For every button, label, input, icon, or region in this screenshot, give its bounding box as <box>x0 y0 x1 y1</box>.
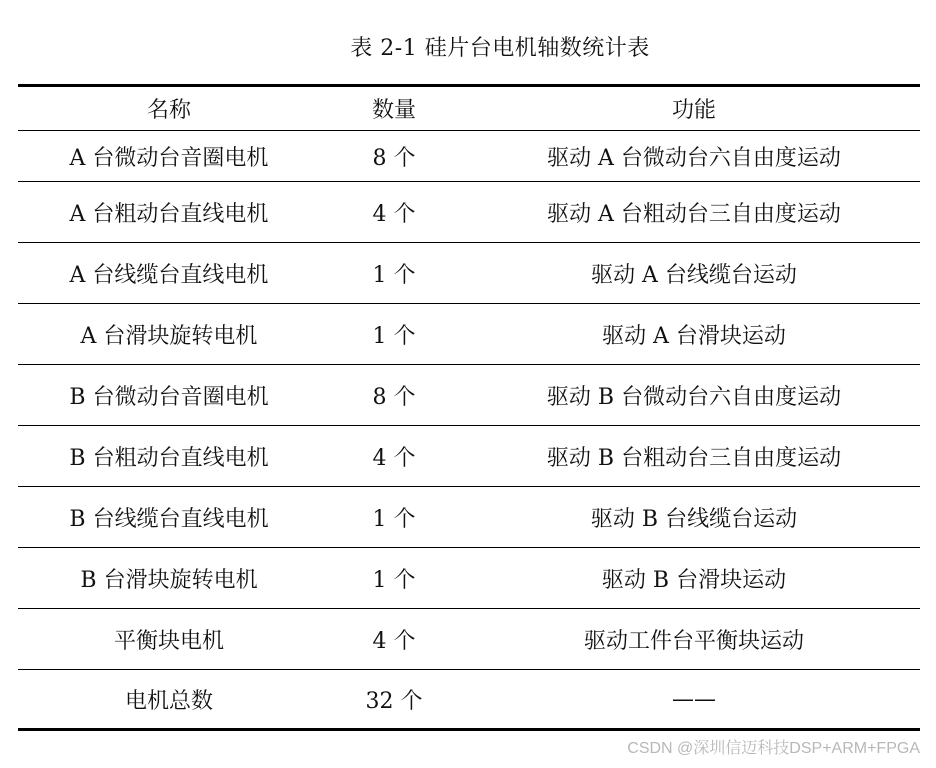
csdn-watermark: CSDN @深圳信迈科技DSP+ARM+FPGA <box>627 740 920 757</box>
cell-quantity: 4 个 <box>320 609 468 670</box>
cell-name: 电机总数 <box>18 670 320 730</box>
table-caption: 表 2-1 硅片台电机轴数统计表 <box>350 36 650 61</box>
table-row <box>18 304 920 365</box>
cell-name: B 台线缆台直线电机 <box>18 487 320 548</box>
cell-function: 驱动 A 台线缆台运动 <box>468 243 920 304</box>
cell-quantity: 1 个 <box>320 304 468 365</box>
cell-quantity: 1 个 <box>320 548 468 609</box>
cell-name: B 台微动台音圈电机 <box>18 365 320 426</box>
cell-name: 平衡块电机 <box>18 609 320 670</box>
table-row <box>18 487 920 548</box>
table-header-row <box>18 86 920 131</box>
cell-name: B 台粗动台直线电机 <box>18 426 320 487</box>
cell-quantity: 8 个 <box>320 365 468 426</box>
cell-name: A 台微动台音圈电机 <box>18 131 320 182</box>
cell-function: 驱动 B 台微动台六自由度运动 <box>468 365 920 426</box>
table-row <box>18 548 920 609</box>
motor-count-table <box>18 84 920 731</box>
cell-quantity: 8 个 <box>320 131 468 182</box>
table-row <box>18 131 920 182</box>
cell-function: 驱动 A 台滑块运动 <box>468 304 920 365</box>
table-row <box>18 365 920 426</box>
table-row <box>18 182 920 243</box>
cell-name: A 台滑块旋转电机 <box>18 304 320 365</box>
cell-quantity: 32 个 <box>320 670 468 730</box>
cell-function: 驱动 A 台粗动台三自由度运动 <box>468 182 920 243</box>
cell-function: 驱动 B 台线缆台运动 <box>468 487 920 548</box>
motor-count-table-container <box>18 84 920 731</box>
header-function: 功能 <box>468 86 920 131</box>
table-row <box>18 426 920 487</box>
table-row <box>18 243 920 304</box>
table-row-total <box>18 670 920 730</box>
cell-quantity: 1 个 <box>320 487 468 548</box>
cell-quantity: 4 个 <box>320 182 468 243</box>
cell-function: 驱动 B 台滑块运动 <box>468 548 920 609</box>
cell-quantity: 4 个 <box>320 426 468 487</box>
table-row <box>18 609 920 670</box>
cell-name: A 台粗动台直线电机 <box>18 182 320 243</box>
header-name: 名称 <box>18 86 320 131</box>
cell-function: 驱动工件台平衡块运动 <box>468 609 920 670</box>
cell-function: 驱动 B 台粗动台三自由度运动 <box>468 426 920 487</box>
cell-function: 驱动 A 台微动台六自由度运动 <box>468 131 920 182</box>
cell-quantity: 1 个 <box>320 243 468 304</box>
cell-name: B 台滑块旋转电机 <box>18 548 320 609</box>
cell-function: —— <box>468 670 920 730</box>
header-quantity: 数量 <box>320 86 468 131</box>
cell-name: A 台线缆台直线电机 <box>18 243 320 304</box>
